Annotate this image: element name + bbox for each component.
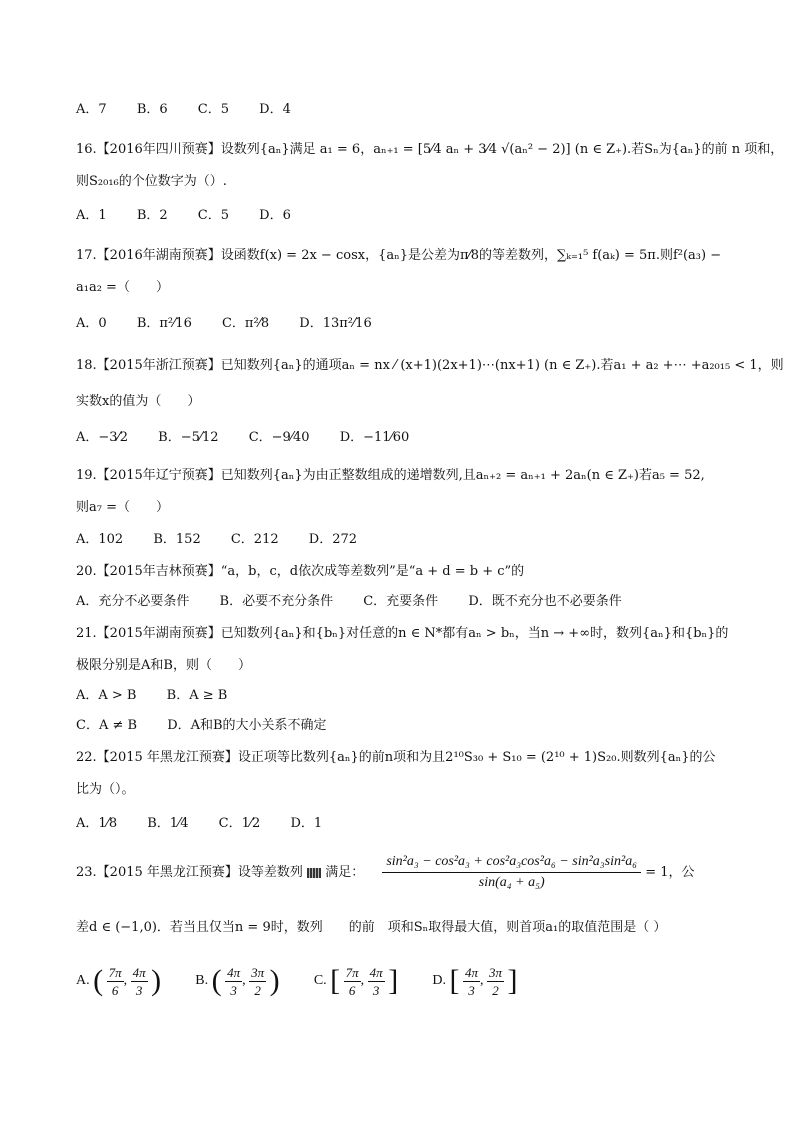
option: D．13π²⁄16 <box>299 316 372 331</box>
denominator: 6 <box>348 982 356 998</box>
denominator: 3 <box>135 982 143 998</box>
q17-options <box>76 314 754 334</box>
numerator: 3π <box>251 964 265 980</box>
right-bracket: ) <box>151 964 162 997</box>
q21-options-row1 <box>76 686 754 706</box>
q18-line2: 实数x的值为（ ） <box>76 394 201 409</box>
q22-line1: 22.【2015 年黑龙江预赛】设正项等比数列{aₙ}的前n项和为且2¹⁰S₃₀ + S₁₀ = (2¹⁰ + 1)S₂₀.则数列{aₙ}的公 <box>76 750 716 765</box>
denominator: 6 <box>111 982 119 998</box>
denominator: 2 <box>254 982 261 998</box>
option: B．1⁄4 <box>147 816 189 831</box>
fraction-numerator: sin²a₃ − cos²a₃ + cos²a₃cos²a₆ − sin²a₃sin²a₆ <box>382 852 641 873</box>
option-label: A. <box>76 973 90 989</box>
option: C．−9⁄40 <box>248 430 310 445</box>
option: D．272 <box>308 532 358 547</box>
option: B．6 <box>136 102 168 117</box>
q19-line1: 19.【2015年辽宁预赛】已知数列{aₙ}为由正整数组成的递增数列,且aₙ₊₂ = aₙ₊₁ + 2aₙ(n ∈ Z₊)若a₅ = 52, <box>76 468 705 483</box>
option: A．−3⁄2 <box>76 430 128 445</box>
numerator: 7π <box>108 964 122 980</box>
numerator: 3π <box>488 964 502 980</box>
option: B．−5⁄12 <box>158 430 219 445</box>
denominator: 3 <box>230 982 237 998</box>
option: B．必要不充分条件 <box>219 594 334 609</box>
left-bracket: [ <box>449 964 460 997</box>
q21-options-row2 <box>76 716 754 736</box>
option-label: D. <box>432 973 446 989</box>
fraction <box>131 964 148 999</box>
option: B．2 <box>136 208 168 223</box>
left-bracket: [ <box>330 964 341 997</box>
q16-line1: 16.【2016年四川预赛】设数列{aₙ}满足 a₁ = 6，aₙ₊₁ = [5⁄4 aₙ + 3⁄4 √(aₙ² − 2)] (n ∈ Z₊).若Sₙ为{aₙ}的前 n 项和， <box>76 142 784 157</box>
q17-line2: a₁a₂ =（ ） <box>76 280 169 295</box>
option: A．102 <box>76 532 124 547</box>
option: A．1⁄8 <box>76 816 118 831</box>
denominator: 3 <box>468 982 475 998</box>
option-label: B. <box>195 973 209 989</box>
q21-line2: 极限分别是A和B，则（ ） <box>76 658 251 673</box>
q15-options <box>76 100 754 120</box>
numerator: 4π <box>369 964 383 980</box>
option: D．1 <box>290 816 323 831</box>
option: B．152 <box>153 532 201 547</box>
option: C．充要条件 <box>363 594 439 609</box>
option: D．A和B的大小关系不确定 <box>167 718 327 733</box>
fraction <box>463 964 480 999</box>
option: C．212 <box>230 532 279 547</box>
interval-option: B. ( $\frac{4\pi}{3}$ , $\frac{3\pi}{2}$ ) <box>195 964 280 998</box>
option: D．既不充分也不必要条件 <box>468 594 622 609</box>
numerator: 7π <box>345 964 359 980</box>
q23-options <box>76 956 754 1006</box>
option: A．1 <box>76 208 107 223</box>
right-bracket: ] <box>507 964 518 997</box>
q23-line2: 差d ∈ (−1,0)．若当且仅当n = 9时，数列 的前 项和Sₙ取得最大值，则首项a₁的取值范围是（ ） <box>76 920 667 935</box>
option: B．A ≥ B <box>166 688 228 703</box>
denominator: 3 <box>372 982 380 998</box>
fraction <box>249 964 266 999</box>
right-bracket: ] <box>388 964 399 997</box>
option-label: C. <box>313 973 327 989</box>
right-bracket: ) <box>269 964 280 997</box>
q18-line1: 18.【2015年浙江预赛】已知数列{aₙ}的通项aₙ = nx ⁄ (x+1)(2x+1)⋯(nx+1) (n ∈ Z₊).若a₁ + a₂ +⋯ +a₂₀₁₅ < 1，则 <box>76 358 784 373</box>
fraction <box>344 964 361 999</box>
option: A．充分不必要条件 <box>76 594 190 609</box>
q17-line1: 17.【2016年湖南预赛】设函数f(x) = 2x − cosx，{aₙ}是公差为π⁄8的等差数列，∑ₖ₌₁⁵ f(aₖ) = 5π.则f²(a₃) − <box>76 248 722 263</box>
option: D．−11⁄60 <box>339 430 410 445</box>
q22-line2: 比为（）。 <box>76 782 135 797</box>
q23-fraction <box>382 852 641 893</box>
option: C．A ≠ B <box>76 718 138 733</box>
interval-option: C. [ $\frac{7\pi}{6}$ , $\frac{4\pi}{3}$ ] <box>313 964 399 998</box>
option: C．π²⁄8 <box>221 316 270 331</box>
option: D．4 <box>259 102 291 117</box>
sequence-symbol-glyph <box>307 868 321 878</box>
fraction-denominator: sin(a₄ + a₅) <box>478 875 545 890</box>
option: C．1⁄2 <box>218 816 261 831</box>
q22-options <box>76 814 754 834</box>
q19-line2: 则a₇ =（ ） <box>76 500 169 515</box>
option: C．5 <box>197 208 229 223</box>
q20-line1: 20.【2015年吉林预赛】“a，b，c，d依次成等差数列”是“a + d = b + c”的 <box>76 564 525 579</box>
q20-options <box>76 592 754 612</box>
left-bracket: ( <box>93 964 104 997</box>
option: D．6 <box>259 208 291 223</box>
q18-options <box>76 428 754 448</box>
interval-option: A. ( $\frac{7\pi}{6}$ , $\frac{4\pi}{3}$ ) <box>76 964 162 998</box>
q23-suffix: 满足： <box>325 865 365 880</box>
numerator: 4π <box>132 964 146 980</box>
option: C．5 <box>197 102 229 117</box>
option: B．π²⁄16 <box>136 316 192 331</box>
q23-line1 <box>76 852 754 894</box>
q21-line1: 21.【2015年湖南预赛】已知数列{aₙ}和{bₙ}对任意的n ∈ N*都有aₙ > bₙ，当n → +∞时，数列{aₙ}和{bₙ}的 <box>76 626 729 641</box>
denominator: 2 <box>492 982 499 998</box>
option: A．7 <box>76 102 107 117</box>
numerator: 4π <box>227 964 241 980</box>
q16-options <box>76 206 754 226</box>
fraction <box>225 964 242 999</box>
q23-prefix: 23.【2015 年黑龙江预赛】设等差数列 <box>76 865 303 880</box>
q23-tail: = 1，公 <box>645 865 695 880</box>
option: A．0 <box>76 316 107 331</box>
q16-line2: 则S₂₀₁₆的个位数字为（）. <box>76 174 227 189</box>
fraction <box>107 964 124 999</box>
q19-options <box>76 530 754 550</box>
numerator: 4π <box>464 964 478 980</box>
interval-option: D. [ $\frac{4\pi}{3}$ , $\frac{3\pi}{2}$ ] <box>432 964 518 998</box>
fraction <box>368 964 385 999</box>
fraction <box>487 964 504 999</box>
left-bracket: ( <box>211 964 222 997</box>
option: A．A > B <box>76 688 137 703</box>
